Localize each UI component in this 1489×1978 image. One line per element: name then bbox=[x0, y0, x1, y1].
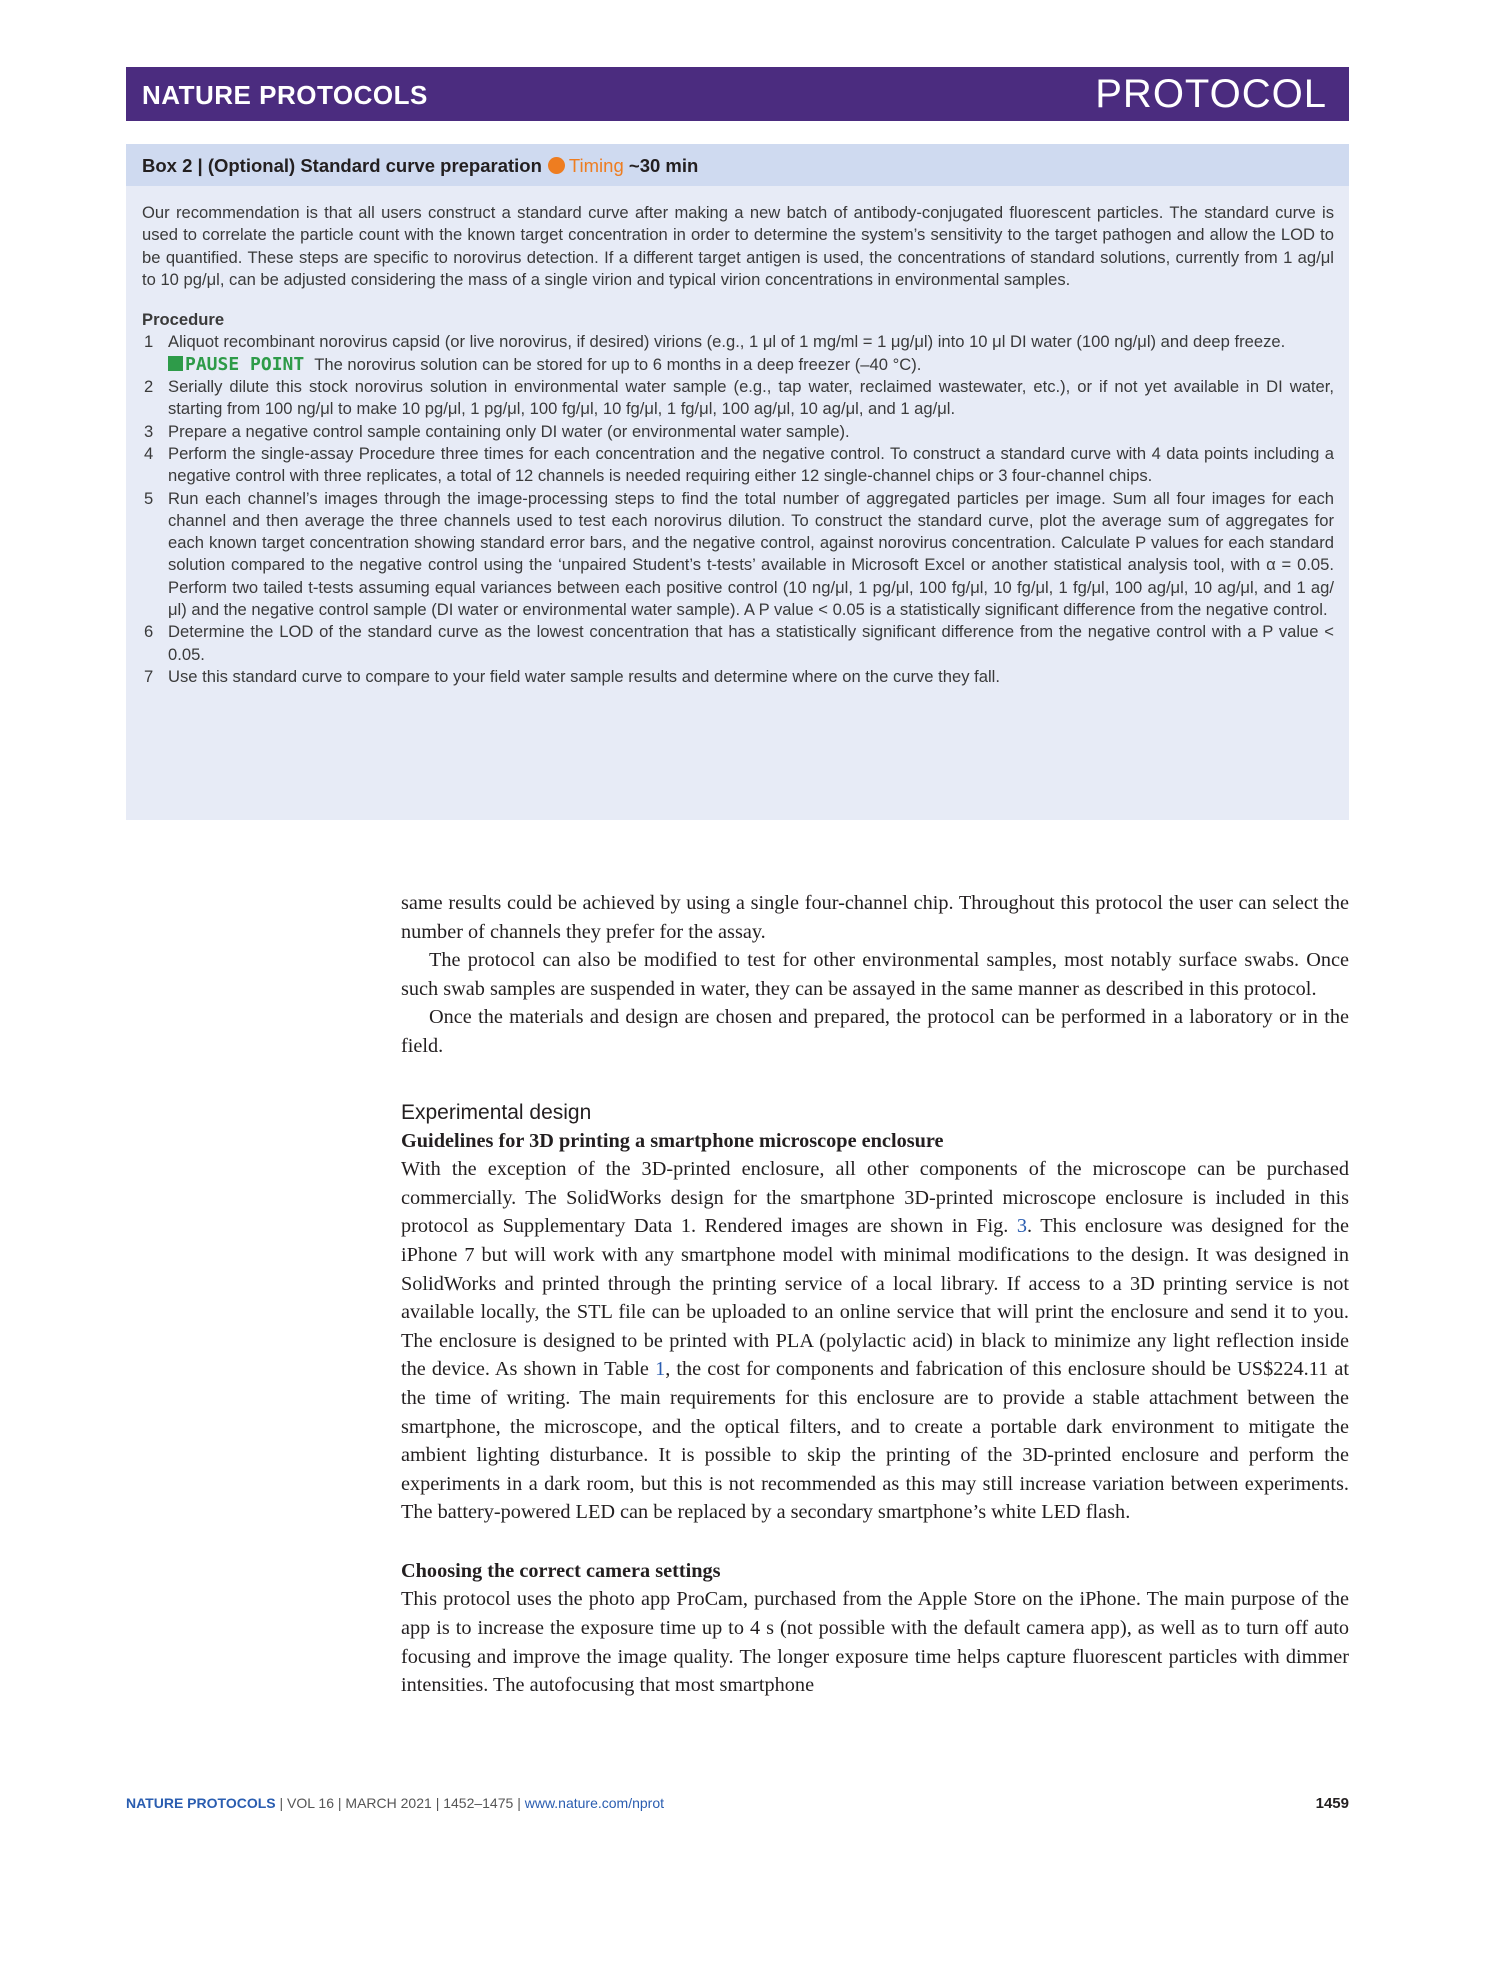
text-run: . This enclosure was designed for the iPhone 7 but will work with any smartphone model with minimal modifications to the design. It was designed in SolidWorks and printed through the printing service of a local library. If access to a 3D printing service is not available locally, the STL file can be uploaded to an online service that will print the enclosure and send it to you. The enclosure is designed to be printed with PLA (polylactic acid) in black to minimize any light reflection inside the device. As shown in Table bbox=[401, 1215, 1349, 1381]
step-number: 5 bbox=[144, 488, 154, 508]
pause-point-label: PAUSE POINT bbox=[185, 353, 305, 375]
timing-clock-icon bbox=[548, 157, 565, 174]
step-number: 3 bbox=[144, 421, 154, 441]
subheading: Guidelines for 3D printing a smartphone microscope enclosure bbox=[401, 1129, 944, 1152]
paragraph: This protocol uses the photo app ProCam, purchased from the Apple Store on the iPhone. The main purpose of the app is to increase the exposure time up to 4 s (not possible with the default camera app), as well as to turn off auto focusing and improve the image quality. The longer exposure time helps capture fluorescent particles with dimmer intensities. The autofocusing that most smartphone bbox=[401, 1588, 1349, 1697]
paragraph bbox=[401, 1155, 1349, 1527]
pause-point bbox=[142, 354, 1334, 376]
box-title bbox=[142, 155, 698, 177]
footer-pages: 1452–1475 bbox=[443, 1795, 514, 1811]
step-number: 1 bbox=[144, 332, 154, 352]
procedure-step bbox=[142, 621, 1334, 666]
main-text-column bbox=[401, 889, 1349, 1700]
box-body bbox=[142, 202, 1334, 688]
step-number: 2 bbox=[144, 377, 154, 397]
table-link[interactable]: 1 bbox=[655, 1358, 666, 1381]
step-text: Perform the single-assay Procedure three times for each concentration and the negative control. To construct a standard curve with 4 data points including a negative control with three replicates, a total of 12 channels is needed requiring either 12 single-channel chips or 3 four-channel chips. bbox=[168, 443, 1334, 486]
paragraph: The protocol can also be modified to test for other environmental samples, most notably surface swabs. Once such swab samples are suspended in water, they can be assayed in the same manner as described in this protocol. bbox=[401, 949, 1349, 1000]
procedure-step bbox=[142, 488, 1334, 622]
step-text: Use this standard curve to compare to your field water sample results and determine where on the curve they fall. bbox=[168, 666, 1000, 686]
step-number: 7 bbox=[144, 666, 154, 686]
box-intro: Our recommendation is that all users construct a standard curve after making a new batch of antibody-conjugated fluorescent particles. The standard curve is used to correlate the particle count with the known target concentration in order to determine the system’s sensitivity to the target pathogen and allow the LOD to be quantified. These steps are specific to norovirus detection. If a different target antigen is used, the concentrations of standard solutions, currently from 1 ag/μl to 10 pg/μl, can be adjusted considering the mass of a single virion and typical virion concentrations in environmental samples. bbox=[142, 203, 1334, 289]
paragraph: Once the materials and design are chosen and prepared, the protocol can be performed in a laboratory or in the field. bbox=[401, 1006, 1349, 1057]
section-heading: Experimental design bbox=[401, 1100, 592, 1124]
procedure-step bbox=[142, 376, 1334, 421]
step-number: 6 bbox=[144, 622, 154, 642]
box-2 bbox=[126, 144, 1349, 820]
footer-separator: | bbox=[435, 1795, 440, 1811]
journal-header-bar bbox=[126, 67, 1349, 121]
timing-value: ~30 min bbox=[628, 155, 699, 176]
step-number: 4 bbox=[144, 443, 154, 463]
procedure-step bbox=[142, 443, 1334, 488]
procedure-step bbox=[142, 331, 1334, 353]
step-text: Aliquot recombinant norovirus capsid (or live norovirus, if desired) virions (e.g., 1 μl of 1 mg/ml = 1 μg/μl) into 10 μl DI water (100 ng/μl) and deep freeze. bbox=[168, 332, 1286, 352]
step-text: Run each channel’s images through the image-processing steps to find the total number of aggregated particles per image. Sum all four images for each channel and then average the three channels used to test each norovirus dilution. To construct the standard curve, plot the average sum of aggregates for each known target concentration showing standard error bars, and the negative control, against norovirus concentration. Calculate P values for each standard solution compared to the negative control using the ‘unpaired Student’s t-tests’ available in Microsoft Excel or another statistical analysis tool, with α = 0.05. Perform two tailed t-tests assuming equal variances between each positive control (10 ng/μl, 1 pg/μl, 100 fg/μl, 10 fg/μl, 1 fg/μl, 100 ag/μl, 10 ag/μl, and 1 ag/μl) and the negative control sample (DI water or environmental water sample). A P value < 0.05 is a statistically significant difference from the negative control. bbox=[168, 488, 1334, 620]
footer-separator: | bbox=[337, 1795, 342, 1811]
footer-journal: NATURE PROTOCOLS bbox=[126, 1795, 276, 1811]
paragraph: same results could be achieved by using a single four-channel chip. Throughout this protocol the user can select the number of channels they prefer for the assay. bbox=[401, 892, 1349, 943]
step-text: Prepare a negative control sample containing only DI water (or environmental water sample). bbox=[168, 421, 850, 441]
step-text: Serially dilute this stock norovirus solution in environmental water sample (e.g., tap water, reclaimed wastewater, etc.), or if not yet available in DI water, starting from 100 ng/μl to make 10 pg/μl, 1 pg/μl, 100 fg/μl, 10 fg/μl, 1 fg/μl, 100 ag/μl, 10 ag/μl, and 1 ag/μl. bbox=[168, 377, 1334, 419]
pause-point-text: The norovirus solution can be stored for up to 6 months in a deep freezer (–40 °C). bbox=[314, 354, 922, 374]
footer-volume: VOL 16 bbox=[287, 1795, 334, 1811]
box-title-text: Box 2 | (Optional) Standard curve preparation bbox=[142, 155, 542, 176]
box-title-bar bbox=[126, 144, 1349, 186]
figure-link[interactable]: 3 bbox=[1016, 1215, 1028, 1238]
text-run: With the exception of the 3D-printed enclosure, all other components of the microscope can be purchased commercially. The SolidWorks design for the smartphone 3D-printed microscope enclosure is included in this protocol as Supplementary Data 1. Rendered images are shown in Fig. bbox=[401, 1158, 1349, 1238]
procedure-step bbox=[142, 666, 1334, 688]
footer-separator: | bbox=[279, 1795, 284, 1811]
text-run: , the cost for components and fabrication of this enclosure should be US$224.11 at the time of writing. The main requirements for this enclosure are to provide a stable attachment between the smartphone, the microscope, and the optical filters, and to create a portable dark environment to mitigate the ambient lighting disturbance. It is possible to skip the printing of the 3D-printed enclosure and perform the experiments in a dark room, but this is not recommended as this may still increase variation between experiments. The battery-powered LED can be replaced by a secondary smartphone’s white LED flash. bbox=[401, 1358, 1349, 1524]
step-text: Determine the LOD of the standard curve as the lowest concentration that has a statistically significant difference from the negative control with a P value < 0.05. bbox=[168, 622, 1334, 664]
timing-label: Timing bbox=[568, 155, 624, 176]
procedure-heading: Procedure bbox=[142, 310, 225, 330]
journal-name: NATURE PROTOCOLS bbox=[142, 80, 428, 110]
page-number: 1459 bbox=[1315, 1795, 1349, 1812]
page-footer bbox=[126, 1795, 1349, 1811]
pause-point-icon bbox=[168, 356, 183, 371]
footer-separator: | bbox=[517, 1795, 521, 1811]
subheading: Choosing the correct camera settings bbox=[401, 1559, 721, 1582]
article-type: PROTOCOL bbox=[1095, 72, 1327, 116]
footer-url-link[interactable]: www.nature.com/nprot bbox=[524, 1795, 665, 1811]
footer-date: MARCH 2021 bbox=[345, 1795, 432, 1811]
procedure-step bbox=[142, 421, 1334, 443]
